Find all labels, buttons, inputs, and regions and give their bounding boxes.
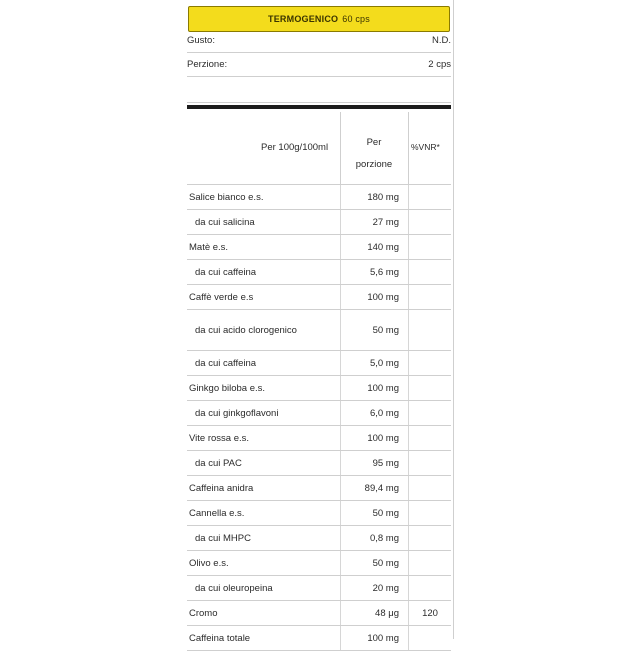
- table-row: [187, 185, 451, 210]
- ingredient-vnr: [409, 451, 451, 475]
- ingredient-quantity: 48 μg: [375, 607, 399, 619]
- ingredient-quantity: 140 mg: [367, 241, 399, 253]
- ingredient-quantity: 95 mg: [372, 457, 399, 469]
- ingredient-vnr: [409, 210, 451, 234]
- ingredient-vnr: [409, 576, 451, 600]
- ingredient-name: da cui MHPC: [195, 532, 251, 544]
- ingredient-name: da cui ginkgoflavoni: [195, 407, 279, 419]
- ingredient-quantity: 20 mg: [372, 582, 399, 594]
- ingredient-name: Salice bianco e.s.: [189, 191, 264, 203]
- column-divider: [340, 185, 341, 209]
- ingredient-name: da cui salicina: [195, 216, 255, 228]
- table-row: [187, 260, 451, 285]
- table-row: [187, 376, 451, 401]
- table-row: [187, 551, 451, 576]
- ingredient-name: da cui oleuropeina: [195, 582, 273, 594]
- ingredient-name: da cui caffeina: [195, 357, 257, 369]
- column-per-portion-line2: porzione: [355, 159, 393, 170]
- info-value: 2 cps: [428, 58, 451, 70]
- info-row-flavor: [187, 28, 451, 53]
- ingredient-quantity: 0,8 mg: [369, 532, 399, 544]
- ingredient-name: Caffeina anidra: [189, 482, 254, 494]
- product-title: TERMOGENICO: [268, 14, 339, 24]
- ingredient-quantity: 5,6 mg: [369, 266, 399, 278]
- ingredient-vnr: [409, 310, 451, 350]
- table-row: [187, 501, 451, 526]
- column-divider: [340, 112, 341, 184]
- ingredient-quantity: 100 mg: [367, 432, 399, 444]
- ingredient-name: Matè e.s.: [189, 241, 229, 253]
- column-divider: [340, 476, 341, 500]
- ingredient-name: da cui PAC: [195, 457, 242, 469]
- ingredient-quantity: 50 mg: [372, 324, 399, 336]
- info-row-serving: [187, 52, 451, 77]
- ingredient-vnr: [409, 476, 451, 500]
- ingredient-vnr: [409, 260, 451, 284]
- table-row: [187, 351, 451, 376]
- nutrition-facts-panel: [183, 0, 454, 644]
- ingredient-quantity: 100 mg: [367, 291, 399, 303]
- table-row: [187, 401, 451, 426]
- ingredient-vnr: [409, 235, 451, 259]
- ingredient-quantity: 50 mg: [372, 557, 399, 569]
- table-row: [187, 285, 451, 310]
- spacer-row: [187, 78, 451, 103]
- table-row: [187, 526, 451, 551]
- column-divider: [408, 112, 409, 184]
- ingredient-vnr: [409, 185, 451, 209]
- table-row: [187, 476, 451, 501]
- column-divider: [340, 376, 341, 400]
- table-row: [187, 451, 451, 476]
- column-header: [187, 112, 451, 185]
- table-row: [187, 310, 451, 351]
- ingredient-vnr: [409, 551, 451, 575]
- column-vnr: %VNR*: [411, 142, 440, 152]
- ingredient-name: Ginkgo biloba e.s.: [189, 382, 266, 394]
- ingredient-quantity: 100 mg: [367, 382, 399, 394]
- column-divider: [340, 551, 341, 575]
- ingredient-vnr: [409, 351, 451, 375]
- ingredient-quantity: 27 mg: [372, 216, 399, 228]
- ingredient-quantity: 6,0 mg: [369, 407, 399, 419]
- ingredient-vnr: [409, 426, 451, 450]
- column-divider: [340, 626, 341, 650]
- ingredient-name: Caffeina totale: [189, 632, 251, 644]
- ingredient-name: da cui acido clorogenico: [195, 324, 297, 336]
- ingredient-vnr: [409, 376, 451, 400]
- table-row: [187, 210, 451, 235]
- ingredient-quantity: 180 mg: [367, 191, 399, 203]
- ingredient-name: Olivo e.s.: [189, 557, 229, 569]
- ingredient-quantity: 5,0 mg: [369, 357, 399, 369]
- info-value: N.D.: [432, 34, 451, 46]
- column-divider: [340, 235, 341, 259]
- ingredient-vnr: [409, 501, 451, 525]
- table-row: [187, 235, 451, 260]
- ingredient-name: da cui caffeina: [195, 266, 257, 278]
- ingredient-name: Vite rossa e.s.: [189, 432, 250, 444]
- column-per-portion-line1: Per: [366, 137, 382, 148]
- ingredient-list: [187, 185, 451, 651]
- ingredient-vnr: 120: [422, 607, 438, 619]
- ingredient-quantity: 50 mg: [372, 507, 399, 519]
- ingredient-name: Caffè verde e.s: [189, 291, 254, 303]
- table-row: [187, 601, 451, 626]
- column-per-100: Per 100g/100ml: [261, 142, 329, 153]
- column-per-portion: [351, 132, 397, 176]
- ingredient-vnr: [409, 401, 451, 425]
- ingredient-name: Cromo: [189, 607, 218, 619]
- column-divider: [340, 285, 341, 309]
- ingredient-vnr: [409, 526, 451, 550]
- ingredient-name: Cannella e.s.: [189, 507, 245, 519]
- ingredient-quantity: 100 mg: [367, 632, 399, 644]
- ingredient-vnr: [409, 285, 451, 309]
- column-divider: [340, 426, 341, 450]
- product-title-suffix: 60 cps: [342, 14, 370, 24]
- table-row: [187, 576, 451, 601]
- ingredient-vnr: [409, 626, 451, 650]
- info-label: Perzione:: [187, 58, 228, 70]
- column-divider: [340, 501, 341, 525]
- ingredient-quantity: 89,4 mg: [364, 482, 399, 494]
- thick-divider: [187, 105, 451, 109]
- info-label: Gusto:: [187, 34, 215, 46]
- table-row: [187, 426, 451, 451]
- column-divider: [340, 601, 341, 625]
